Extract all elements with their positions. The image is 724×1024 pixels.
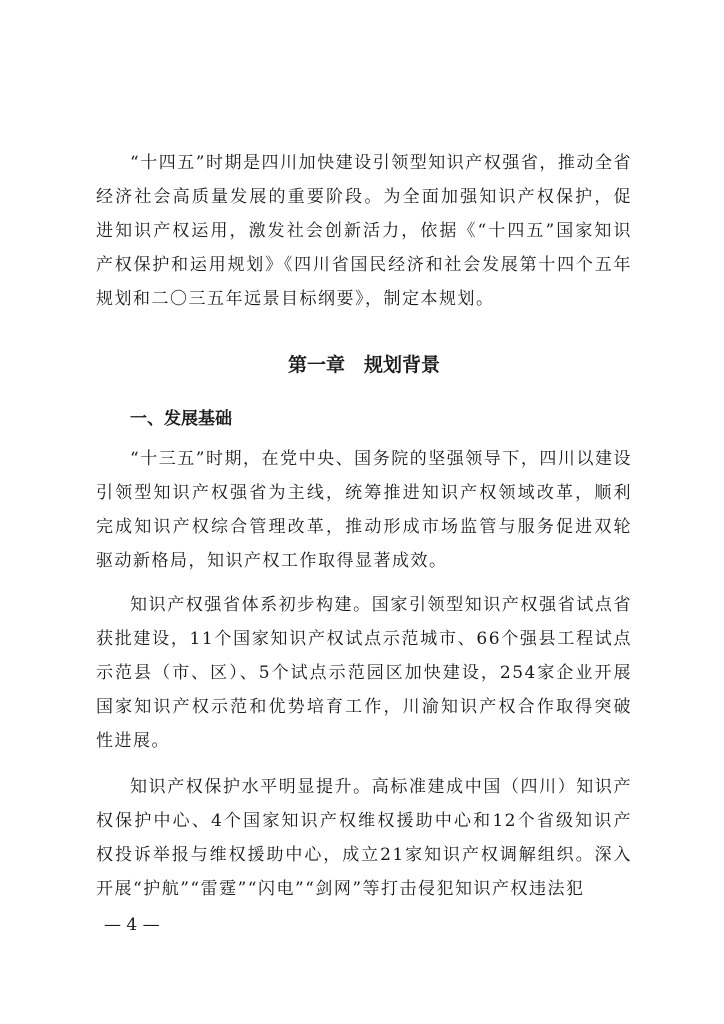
chapter-title: 第一章 规划背景 [287, 354, 440, 376]
body-paragraph: 知识产权强省体系初步构建。国家引领型知识产权强省试点省获批建设，11个国家知识产权试点示范城市、66个强县工程试点示范县（市、区）、5个试点示范园区加快建设，254家企业开展国家知识产权示范和优势培育工作，川渝知识产权合作取得突破性进展。 [96, 595, 632, 751]
section-title: 一、发展基础 [130, 409, 232, 429]
page-number: — 4 — [104, 915, 160, 935]
intro-paragraph: “十四五”时期是四川加快建设引领型知识产权强省，推动全省经济社会高质量发展的重要阶段。为全面加强知识产权保护，促进知识产权运用，激发社会创新活力，依据《“十四五”国家知识产权保护和运用规划》《四川省国民经济和社会发展第十四个五年规划和二〇三五年远景目标纲要》，制定本规划。 [96, 153, 632, 309]
document-page [96, 0, 632, 1024]
body-paragraph: “十三五”时期，在党中央、国务院的坚强领导下，四川以建设引领型知识产权强省为主线，统筹推进知识产权领域改革，顺利完成知识产权综合管理改革，推动形成市场监管与服务促进双轮驱动新格局，知识产权工作取得显著成效。 [96, 449, 632, 571]
body-paragraph: 知识产权保护水平明显提升。高标准建成中国（四川）知识产权保护中心、4个国家知识产权维权援助中心和12个省级知识产权投诉举报与维权援助中心，成立21家知识产权调解组织。深入开展“护航”“雷霆”“闪电”“剑网”等打击侵犯知识产权违法犯 [96, 777, 632, 899]
